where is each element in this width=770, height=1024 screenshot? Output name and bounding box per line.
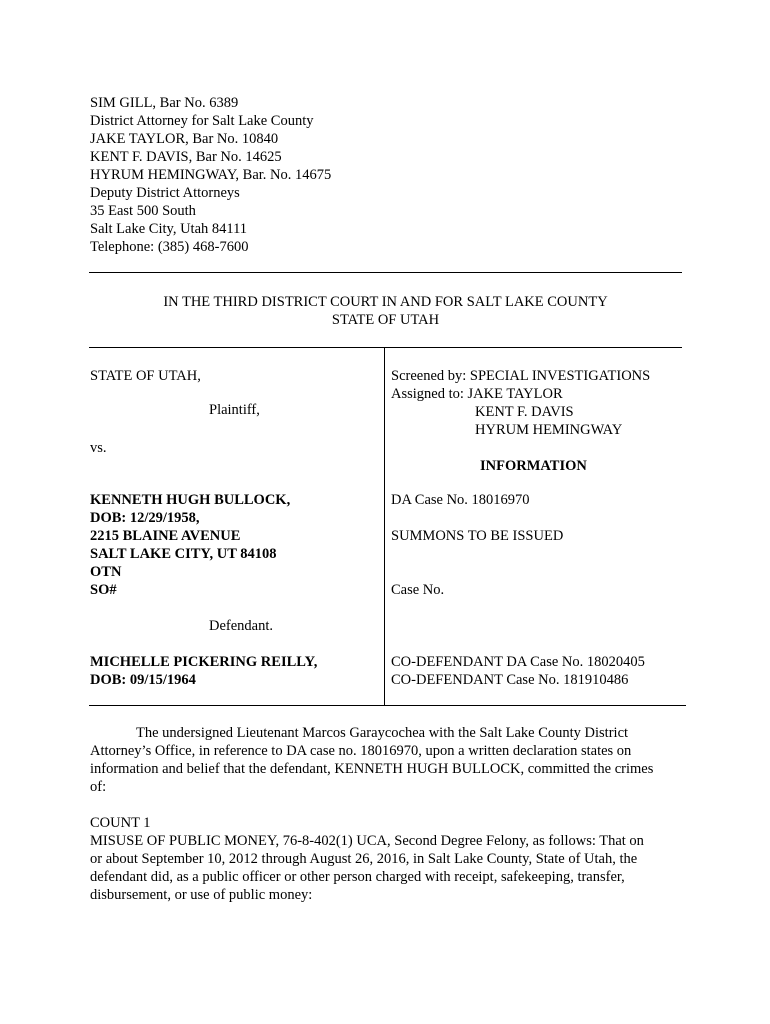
codefendant-da-case: CO-DEFENDANT DA Case No. 18020405 xyxy=(391,654,645,670)
defendant-line: SALT LAKE CITY, UT 84108 xyxy=(90,546,277,562)
codefendant-case: CO-DEFENDANT Case No. 181910486 xyxy=(391,672,629,688)
header-line: Salt Lake City, Utah 84111 xyxy=(90,221,248,237)
header-line: SIM GILL, Bar No. 6389 xyxy=(90,95,239,111)
codefendant-line: MICHELLE PICKERING REILLY, xyxy=(90,654,318,670)
assigned-attorney: HYRUM HEMINGWAY xyxy=(475,422,623,438)
court-title: IN THE THIRD DISTRICT COURT IN AND FOR SALT LAKE COUNTY xyxy=(163,294,608,310)
header-line: Deputy District Attorneys xyxy=(90,185,240,201)
header-line: 35 East 500 South xyxy=(90,203,196,219)
caption-divider xyxy=(384,347,385,705)
document-title: INFORMATION xyxy=(480,458,587,474)
caption-top-rule xyxy=(89,347,682,348)
assigned-to: Assigned to: JAKE TAYLOR xyxy=(391,386,563,402)
da-case-number: DA Case No. 18016970 xyxy=(391,492,530,508)
count-line: MISUSE OF PUBLIC MONEY, 76-8-402(1) UCA, Second Degree Felony, as follows: That on xyxy=(90,833,644,849)
plaintiff-name: STATE OF UTAH, xyxy=(90,368,201,384)
paragraph-line: of: xyxy=(90,779,107,795)
defendant-line: 2215 BLAINE AVENUE xyxy=(90,528,241,544)
header-line: Telephone: (385) 468-7600 xyxy=(90,239,249,255)
defendant-line: DOB: 12/29/1958, xyxy=(90,510,200,526)
count-line: or about September 10, 2012 through August 26, 2016, in Salt Lake County, State of Utah, the xyxy=(90,851,638,867)
header-line: District Attorney for Salt Lake County xyxy=(90,113,314,129)
summons-status: SUMMONS TO BE ISSUED xyxy=(391,528,564,544)
divider xyxy=(89,272,682,273)
codefendant-line: DOB: 09/15/1964 xyxy=(90,672,196,688)
count-line: defendant did, as a public officer or other person charged with receipt, safekeeping, transfer, xyxy=(90,869,625,885)
defendant-line: OTN xyxy=(90,564,122,580)
court-subtitle: STATE OF UTAH xyxy=(331,312,440,328)
header-line: KENT F. DAVIS, Bar No. 14625 xyxy=(90,149,282,165)
count-title: COUNT 1 xyxy=(90,815,151,831)
header-line: JAKE TAYLOR, Bar No. 10840 xyxy=(90,131,279,147)
case-number: Case No. xyxy=(391,582,445,598)
defendant-line: SO# xyxy=(90,582,117,598)
versus-label: vs. xyxy=(90,440,107,456)
paragraph-line: The undersigned Lieutenant Marcos Garaycochea with the Salt Lake County District xyxy=(136,725,629,741)
plaintiff-label: Plaintiff, xyxy=(209,402,260,418)
defendant-label: Defendant. xyxy=(209,618,274,634)
defendant-line: KENNETH HUGH BULLOCK, xyxy=(90,492,291,508)
count-line: disbursement, or use of public money: xyxy=(90,887,313,903)
assigned-attorney: KENT F. DAVIS xyxy=(475,404,574,420)
header-line: HYRUM HEMINGWAY, Bar. No. 14675 xyxy=(90,167,332,183)
screened-by: Screened by: SPECIAL INVESTIGATIONS xyxy=(391,368,651,384)
caption-bottom-rule xyxy=(89,705,686,706)
paragraph-line: Attorney’s Office, in reference to DA case no. 18016970, upon a written declaration states on xyxy=(90,743,632,759)
paragraph-line: information and belief that the defendant, KENNETH HUGH BULLOCK, committed the crimes xyxy=(90,761,654,777)
